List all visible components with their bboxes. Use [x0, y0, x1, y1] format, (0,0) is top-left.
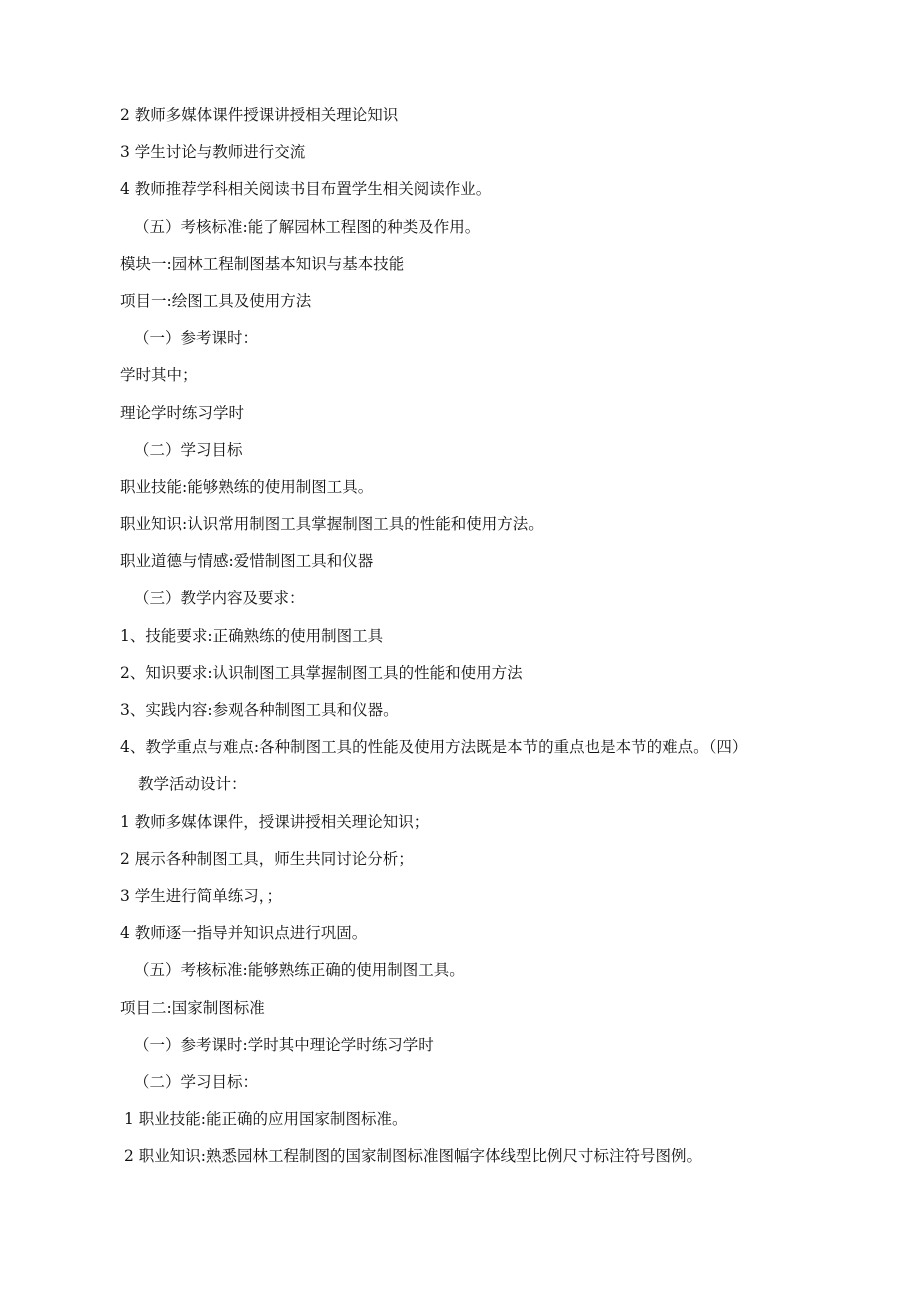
section-heading: （二）学习目标: [134, 440, 243, 459]
section-heading: （一）参考课时:学时其中理论学时练习学时: [134, 1035, 434, 1054]
text-line: 1 教师多媒体课件，授课讲授相关理论知识；: [120, 812, 430, 831]
section-heading: （二）学习目标：: [134, 1072, 259, 1091]
project-heading: 项目二:国家制图标准: [120, 998, 265, 1017]
text-line: 职业知识:认识常用制图工具掌握制图工具的性能和使用方法。: [120, 515, 544, 534]
text-line: 理论学时练习学时: [120, 403, 245, 422]
section-heading: （五）考核标准:能够熟练正确的使用制图工具。: [134, 961, 465, 980]
text-line: 4、教学重点与难点:各种制图工具的性能及使用方法既是本节的重点也是本节的难点。（四）: [120, 738, 748, 757]
text-line: 3 学生进行简单练习，；: [120, 886, 283, 905]
text-line: 1、技能要求:正确熟练的使用制图工具: [120, 626, 384, 645]
section-heading: （一）参考课时：: [134, 329, 259, 348]
text-line: 2 展示各种制图工具，师生共同讨论分析；: [120, 849, 414, 868]
text-line: 4 教师推荐学科相关阅读书目布置学生相关阅读作业。: [120, 180, 492, 199]
text-line: 职业技能:能够熟练的使用制图工具。: [120, 477, 374, 496]
section-heading: （三）教学内容及要求：: [134, 589, 305, 608]
text-line: 4 教师逐一指导并知识点进行巩固。: [120, 924, 368, 943]
module-heading: 模块一:园林工程制图基本知识与基本技能: [120, 254, 405, 273]
text-line: 1 职业技能:能正确的应用国家制图标准。: [124, 1110, 408, 1129]
text-line: 2 教师多媒体课件授课讲授相关理论知识: [120, 106, 399, 124]
text-line: 教学活动设计：: [138, 775, 247, 794]
text-line: 2、知识要求:认识制图工具掌握制图工具的性能和使用方法: [120, 663, 523, 682]
text-line: 3 学生讨论与教师进行交流: [120, 143, 306, 162]
text-line: 3、实践内容:参观各种制图工具和仪器。: [120, 701, 399, 719]
section-heading: （五）考核标准:能了解园林工程图的种类及作用。: [134, 217, 481, 236]
text-line: 2 职业知识:熟悉园林工程制图的国家制图标准图幅字体线型比例尺寸标注符号图例。: [124, 1147, 703, 1166]
project-heading: 项目一:绘图工具及使用方法: [120, 291, 312, 310]
text-line: 学时其中；: [120, 366, 198, 385]
text-line: 职业道德与情感:爱惜制图工具和仪器: [120, 552, 374, 571]
